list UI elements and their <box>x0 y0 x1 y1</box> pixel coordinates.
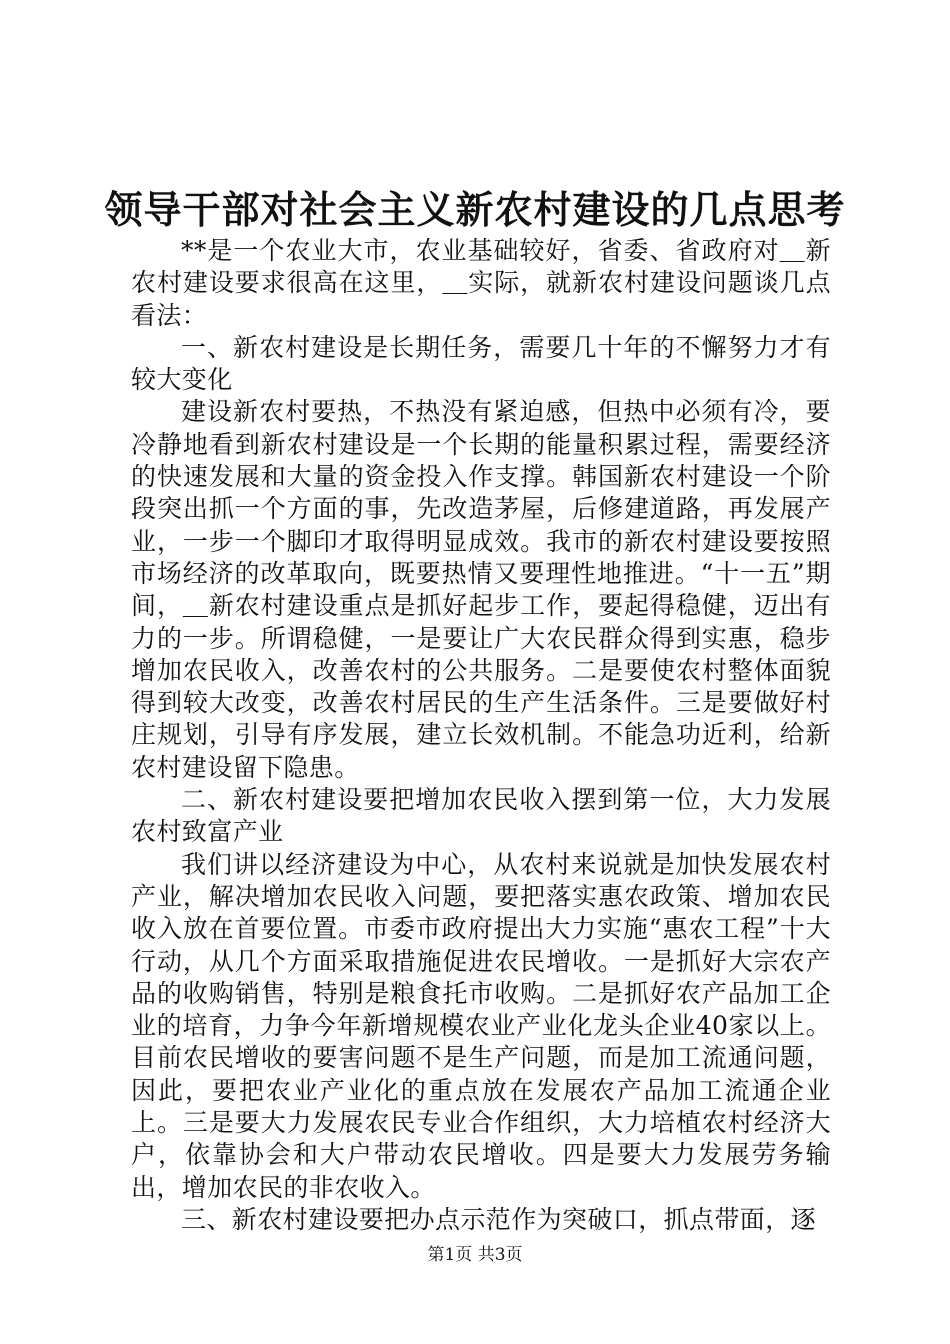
section-heading-2: 二、新农村建设要把增加农民收入摆到第一位，大力发展农村致富产业 <box>131 785 831 847</box>
section-heading-1: 一、新农村建设是长期任务，需要几十年的不懈努力才有较大变化 <box>131 332 831 395</box>
document-body <box>131 235 831 1236</box>
page-footer: 第1页 共3页 <box>427 1245 523 1265</box>
paragraph-section-1: 建设新农村要热，不热没有紧迫感，但热中必须有冷，要冷静地看到新农村建设是一个长期的能量积累过程，需要经济的快速发展和大量的资金投入作支撑。韩国新农村建设一个阶段突出抓一个方面的事，先改造茅屋，后修建道路，再发展产业，一步一个脚印才取得明显成效。我市的新农村建设要按照市场经济的改革取向，既要热情又要理性地推进。“十一五”期间，＿新农村建设重点是抓好起步工作，要起得稳健，迈出有力的一步。所谓稳健，一是要让广大农民群众得到实惠，稳步增加农民收入，改善农村的公共服务。二是要使农村整体面貌得到较大改变，改善农村居民的生产生活条件。三是要做好村庄规划，引导有序发展，建立长效机制。不能急功近利，给新农村建设留下隐患。 <box>131 397 831 782</box>
paragraph-section-2: 我们讲以经济建设为中心，从农村来说就是加快发展农村产业，解决增加农民收入问题，要把落实惠农政策、增加农民收入放在首要位置。市委市政府提出大力实施“惠农工程”十大行动，从几个方面采取措施促进农民增收。一是抓好大宗农产品的收购销售，特别是粮食托市收购。二是抓好农产品加工企业的培育，力争今年新增规模农业产业化龙头企业40家以上。目前农民增收的要害问题不是生产问题，而是加工流通问题，因此，要把农业产业化的重点放在发展农产品加工流通企业上。三是要大力发展农民专业合作组织，大力培植农村经济大户，依靠协会和大户带动农民增收。四是要大力发展劳务输出，增加农民的非农收入。 <box>131 849 831 1202</box>
paragraph-intro: **是一个农业大市，农业基础较好，省委、省政府对＿新农村建设要求很高在这里，＿实际，就新农村建设问题谈几点看法： <box>131 236 831 330</box>
section-heading-3: 三、新农村建设要把办点示范作为突破口，抓点带面，逐 <box>181 1204 817 1234</box>
document-title: 领导干部对社会主义新农村建设的几点思考 <box>104 187 846 232</box>
